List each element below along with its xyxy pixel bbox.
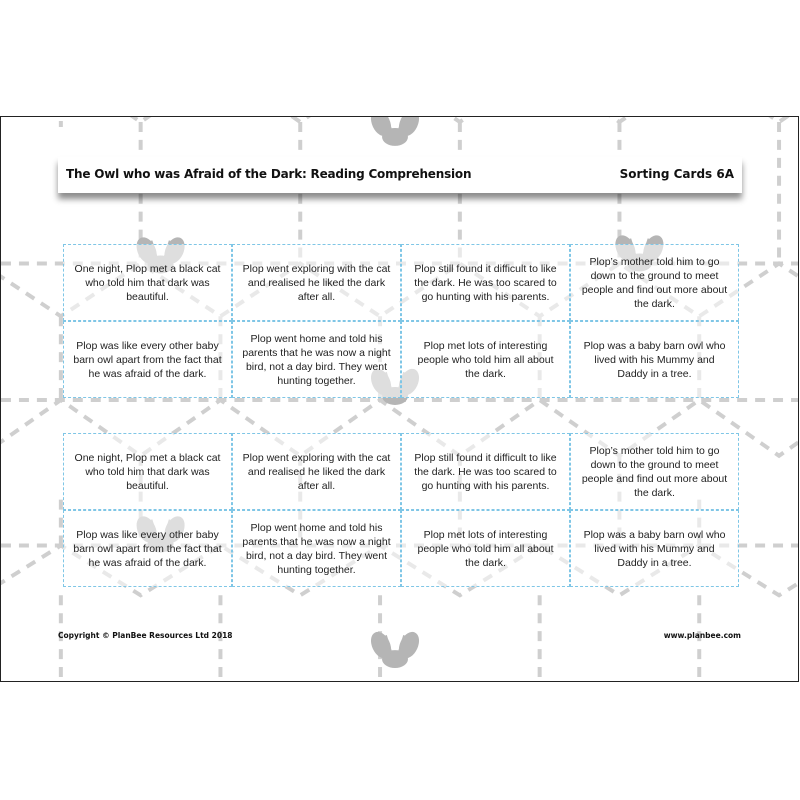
sorting-card: Plop went home and told his parents that he was now a night bird, not a day bird. They went hunting together. <box>232 321 401 398</box>
sorting-card: Plop’s mother told him to go down to the ground to meet people and find out more about the dark. <box>570 244 739 321</box>
sorting-card: Plop was like every other baby barn owl apart from the fact that he was afraid of the dark. <box>63 321 232 398</box>
sorting-card: Plop still found it difficult to like the dark. He was too scared to go hunting with his parents. <box>401 433 570 510</box>
copyright-text: Copyright © PlanBee Resources Ltd 2018 <box>58 631 233 640</box>
document-title: The Owl who was Afraid of the Dark: Reading Comprehension <box>66 167 472 181</box>
title-banner <box>58 157 742 193</box>
sorting-card: Plop was a baby barn owl who lived with his Mummy and Daddy in a tree. <box>570 510 739 587</box>
sorting-card: Plop was a baby barn owl who lived with his Mummy and Daddy in a tree. <box>570 321 739 398</box>
worksheet-page <box>0 116 799 682</box>
bee-icon <box>367 117 423 146</box>
card-set-1 <box>63 244 739 398</box>
sorting-card: One night, Plop met a black cat who told him that dark was beautiful. <box>63 433 232 510</box>
sorting-card: Plop went home and told his parents that he was now a night bird, not a day bird. They went hunting together. <box>232 510 401 587</box>
website-link[interactable]: www.planbee.com <box>663 631 741 640</box>
card-set-2 <box>63 433 739 587</box>
background-pattern <box>1 117 798 681</box>
sorting-card: Plop met lots of interesting people who told him all about the dark. <box>401 321 570 398</box>
bee-icon <box>367 629 423 668</box>
sorting-card: Plop met lots of interesting people who told him all about the dark. <box>401 510 570 587</box>
sorting-card: Plop was like every other baby barn owl apart from the fact that he was afraid of the dark. <box>63 510 232 587</box>
sorting-card: Plop went exploring with the cat and realised he liked the dark after all. <box>232 433 401 510</box>
sorting-card: Plop’s mother told him to go down to the ground to meet people and find out more about the dark. <box>570 433 739 510</box>
sorting-card: Plop still found it difficult to like the dark. He was too scared to go hunting with his parents. <box>401 244 570 321</box>
document-subtitle: Sorting Cards 6A <box>619 167 734 181</box>
sorting-card: Plop went exploring with the cat and realised he liked the dark after all. <box>232 244 401 321</box>
sorting-card: One night, Plop met a black cat who told him that dark was beautiful. <box>63 244 232 321</box>
